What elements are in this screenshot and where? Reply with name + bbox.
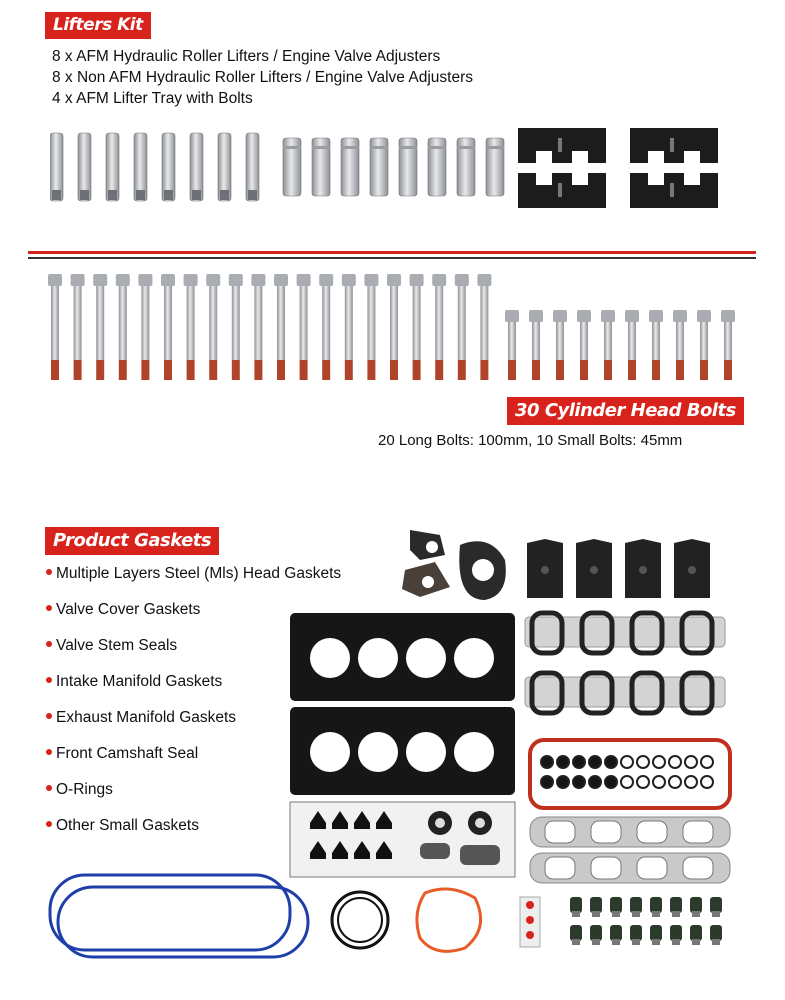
valve-cover-gaskets-blue xyxy=(50,875,308,957)
head-bolts-image xyxy=(40,272,750,384)
gasket-item-label: Other Small Gaskets xyxy=(56,817,199,834)
o-rings xyxy=(332,892,388,948)
head-bolts-title: 30 Cylinder Head Bolts xyxy=(507,397,744,425)
afm-lifters xyxy=(50,133,259,201)
head-gaskets xyxy=(290,613,515,795)
lifters-kit-title: Lifters Kit xyxy=(45,12,151,39)
intake-gaskets xyxy=(525,613,725,713)
valve-cover-gasket xyxy=(530,740,730,808)
short-bolts xyxy=(505,310,735,380)
gasket-item-label: Valve Cover Gaskets xyxy=(56,601,201,618)
lifters-line-3: 4 x AFM Lifter Tray with Bolts xyxy=(52,90,253,107)
long-bolts xyxy=(48,274,491,380)
lifter-trays xyxy=(518,128,718,208)
gasket-item-label: Intake Manifold Gaskets xyxy=(56,673,223,690)
gasket-item-label: O-Rings xyxy=(56,781,113,798)
divider-dark xyxy=(28,257,756,259)
gasket-item-label: Valve Stem Seals xyxy=(56,637,178,654)
divider-red xyxy=(28,251,756,254)
gasket-item-label: Exhaust Manifold Gaskets xyxy=(56,709,237,726)
front-cover-gasket xyxy=(417,889,481,951)
small-gaskets xyxy=(520,897,540,947)
product-gaskets-title: Product Gaskets xyxy=(45,527,219,555)
lifters-line-2: 8 x Non AFM Hydraulic Roller Lifters / Engine Valve Adjusters xyxy=(52,69,473,86)
head-bolts-subtitle: 20 Long Bolts: 100mm, 10 Small Bolts: 45mm xyxy=(378,432,683,449)
non-afm-lifters xyxy=(283,138,504,196)
stem-seals xyxy=(570,897,722,945)
gasket-item-label: Front Camshaft Seal xyxy=(56,745,199,762)
black-plates xyxy=(527,539,710,598)
gaskets-image xyxy=(40,525,740,985)
exhaust-gaskets xyxy=(530,817,730,883)
valve-stem-seals-tray xyxy=(290,802,515,877)
lifters-line-1: 8 x AFM Hydraulic Roller Lifters / Engine Valve Adjusters xyxy=(52,48,441,65)
gasket-item-label: Multiple Layers Steel (Mls) Head Gaskets xyxy=(56,565,342,582)
water-pump-gaskets xyxy=(402,530,506,600)
lifters-image xyxy=(50,128,750,218)
